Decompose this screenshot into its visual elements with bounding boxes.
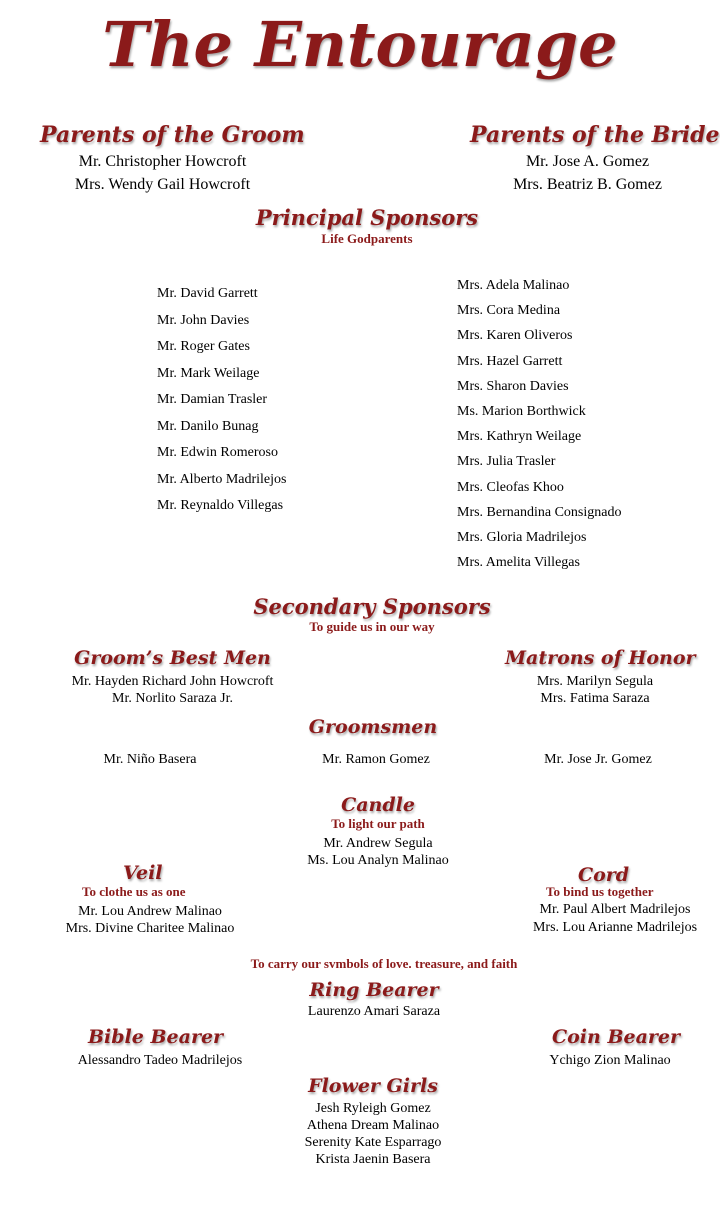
cord-name: Mrs. Lou Arianne Madrilejos [532,920,698,935]
matron-name: Mrs. Marilyn Segula [536,674,654,689]
parents-of-groom-name: Mr. Christopher Howcroft [78,153,247,170]
sponsor-name: Mrs. Julia Trasler [457,454,556,470]
secondary-sponsors-subheading: To guide us in our way [309,619,435,634]
sponsor-name: Mr. David Garrett [157,286,258,301]
sponsor-name: Mrs. Adela Malinao [457,278,570,293]
flower-girl-name: Athena Dream Malinao [306,1118,440,1133]
groomsmen-heading: Groomsmen [308,716,438,738]
parents-of-bride-heading: Parents of the Bride [470,122,720,148]
sponsor-name: Mr. Alberto Madrilejos [157,471,287,487]
sponsor-name: Mr. John Davies [157,312,250,328]
sponsor-name: Mrs. Cora Medina [457,303,561,319]
best-man-name: Mr. Hayden Richard John Howcroft [71,674,274,689]
parents-of-bride-name: Mr. Jose A. Gomez [525,153,650,170]
flower-girl-name: Krista Jaenin Basera [315,1152,431,1167]
veil-heading: Veil [123,862,163,884]
secondary-sponsors-header [0,594,720,635]
sponsor-name: Ms. Marion Borthwick [457,403,586,419]
matron-name: Mrs. Fatima Saraza [540,691,650,706]
candle-heading: Candle [341,794,415,816]
cord-heading: Cord [578,864,630,886]
flower-girls-section [0,1075,720,1168]
sponsor-name: Mr. Roger Gates [157,339,250,354]
veil-section [60,862,240,937]
best-men-heading: Groom’s Best Men [74,647,271,669]
principal-sponsors-header [0,205,720,247]
bible-bearer-section [60,1026,260,1069]
bible-bearer-name: Alessandro Tadeo Madrilejos [77,1053,243,1068]
candle-section [0,794,720,869]
coin-bearer-name: Ychigo Zion Malinao [549,1053,671,1068]
principal-sponsors-subheading: Life Godparents [321,231,413,246]
best-man-name: Mr. Norlito Saraza Jr. [112,691,233,706]
principal-sponsors-heading: Principal Sponsors [255,205,479,230]
parents-of-groom-heading: Parents of the Groom [40,122,305,148]
parents-of-bride-name: Mrs. Beatriz B. Gomez [513,176,662,193]
groomsman-name: Mr. Niño Basera [103,752,197,767]
veil-name: Mr. Lou Andrew Malinao [78,904,222,919]
principal-sponsors-men [157,286,287,525]
secondary-sponsors-heading: Secondary Sponsors [253,594,491,619]
best-men-section [40,647,305,707]
sponsor-name: Mrs. Karen Oliveros [457,328,573,344]
flower-girl-name: Jesh Ryleigh Gomez [315,1101,431,1116]
coin-bearer-section [520,1026,700,1069]
cord-subheading: To bind us together [546,884,654,899]
ring-bearer-heading: Ring Bearer [309,979,439,1001]
sponsor-name: Mrs. Kathryn Weilage [457,429,582,445]
page-title: The Entourage [102,8,618,81]
symbols-line: To carry our svmbols of love. treasure, and faith [250,956,518,971]
cord-section [525,864,705,936]
cord-name: Mr. Paul Albert Madrilejos [539,902,691,917]
groomsman-name: Mr. Jose Jr. Gomez [544,752,652,767]
sponsor-name: Mrs. Sharon Davies [457,378,569,394]
sponsor-name: Mr. Edwin Romeroso [157,445,278,460]
sponsor-name: Mr. Damian Trasler [157,392,268,407]
bible-bearer-heading: Bible Bearer [88,1026,224,1048]
flower-girl-name: Serenity Kate Esparrago [304,1135,442,1150]
matrons-heading: Matrons of Honor [505,647,696,669]
sponsor-name: Mrs. Bernandina Consignado [457,504,622,520]
candle-subheading: To light our path [331,816,425,831]
sponsor-name: Mrs. Gloria Madrilejos [457,529,587,545]
ring-bearer-name: Laurenzo Amari Saraza [307,1004,441,1019]
veil-subheading: To clothe us as one [82,884,186,899]
matrons-section [505,647,696,707]
sponsor-name: Mrs. Hazel Garrett [457,353,563,369]
parents-of-bride-section [470,122,720,196]
coin-bearer-heading: Coin Bearer [552,1026,681,1048]
parents-of-groom-section [40,122,305,196]
parents-of-groom-name: Mrs. Wendy Gail Howcroft [74,176,251,193]
candle-name: Ms. Lou Analyn Malinao [307,853,449,868]
groomsman-name: Mr. Ramon Gomez [322,752,430,767]
sponsor-name: Mrs. Amelita Villegas [457,555,580,571]
sponsor-name: Mr. Reynaldo Villegas [157,498,284,513]
sponsor-name: Mr. Danilo Bunag [157,418,259,434]
veil-name: Mrs. Divine Charitee Malinao [65,921,235,936]
candle-name: Mr. Andrew Segula [323,836,433,851]
sponsor-name: Mrs. Cleofas Khoo [457,479,564,495]
flower-girls-heading: Flower Girls [308,1075,438,1097]
principal-sponsors-women [457,278,621,580]
sponsor-name: Mr. Mark Weilage [157,365,260,381]
ring-bearer-section [0,979,720,1020]
